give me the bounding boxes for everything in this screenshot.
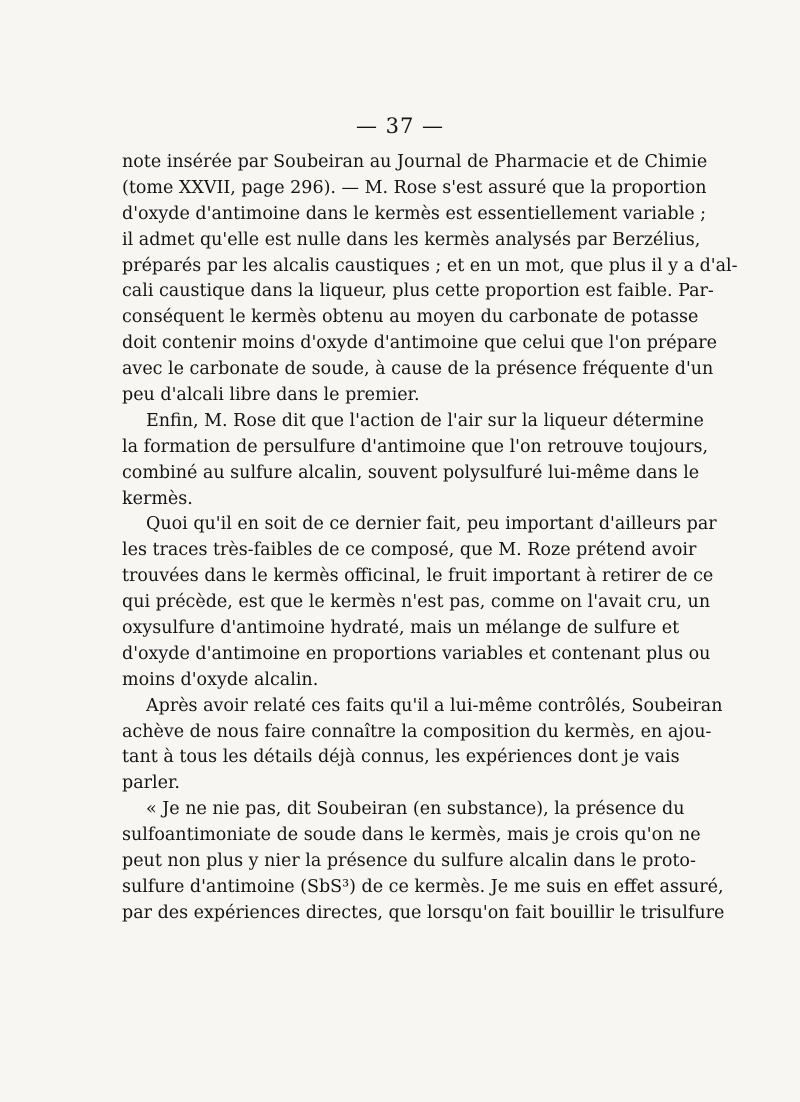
text-line: Après avoir relaté ces faits qu'il a lui-même contrôlés, Soubeiran — [146, 695, 723, 716]
text-line: les traces très-faibles de ce composé, que M. Roze prétend avoir — [122, 540, 697, 561]
text-line: (tome XXVII, page 296). — M. Rose s'est assuré que la proportion — [122, 177, 707, 198]
text-line: la formation de persulfure d'antimoine que l'on retrouve toujours, — [122, 436, 709, 457]
text-line: il admet qu'elle est nulle dans les kermès analysés par Berzélius, — [122, 229, 701, 250]
text-line: Enfin, M. Rose dit que l'action de l'air sur la liqueur détermine — [146, 410, 704, 431]
text-line: achève de nous faire connaître la composition du kermès, en ajou- — [122, 721, 712, 742]
paragraph — [122, 694, 723, 798]
text-line: avec le carbonate de soude, à cause de la présence fréquente d'un — [122, 359, 714, 380]
paragraph — [122, 797, 725, 926]
body-text — [122, 150, 738, 927]
text-line: note insérée par Soubeiran au Journal de Pharmacie et de Chimie — [122, 152, 708, 172]
text-line: d'oxyde d'antimoine dans le kermès est essentiellement variable ; — [122, 203, 707, 224]
page-number: — 37 — — [355, 114, 445, 138]
text-line: par des expériences directes, que lorsqu'on fait bouillir le trisulfure — [122, 902, 725, 923]
text-line: parler. — [122, 773, 180, 794]
text-line: combiné au sulfure alcalin, souvent polysulfuré lui-même dans le — [122, 462, 700, 483]
text-line: préparés par les alcalis caustiques ; et en un mot, que plus il y a d'al- — [122, 255, 738, 276]
text-line: conséquent le kermès obtenu au moyen du carbonate de potasse — [122, 307, 699, 328]
text-line: peut non plus y nier la présence du sulfure alcalin dans le proto- — [122, 851, 696, 872]
text-line: peu d'alcali libre dans le premier. — [122, 385, 420, 406]
text-line: cali caustique dans la liqueur, plus cette proportion est faible. Par- — [122, 281, 714, 302]
paragraph — [122, 512, 717, 693]
text-line: moins d'oxyde alcalin. — [122, 669, 319, 690]
text-line: qui précède, est que le kermès n'est pas, comme on l'avait cru, un — [122, 592, 711, 613]
text-line: oxysulfure d'antimoine hydraté, mais un mélange de sulfure et — [122, 618, 680, 639]
text-line: doit contenir moins d'oxyde d'antimoine que celui que l'on prépare — [122, 333, 717, 354]
text-line: Quoi qu'il en soit de ce dernier fait, peu important d'ailleurs par — [146, 514, 717, 535]
text-line: trouvées dans le kermès officinal, le fruit important à retirer de ce — [122, 566, 714, 587]
paragraph — [122, 150, 738, 409]
text-line: tant à tous les détails déjà connus, les expériences dont je vais — [122, 747, 680, 768]
text-line: « Je ne nie pas, dit Soubeiran (en substance), la présence du — [146, 799, 685, 820]
text-line: kermès. — [122, 488, 193, 509]
text-line: sulfoantimoniate de soude dans le kermès, mais je crois qu'on ne — [122, 825, 701, 846]
paragraph — [122, 409, 709, 513]
text-line: sulfure d'antimoine (SbS³) de ce kermès. Je me suis en effet assuré, — [122, 876, 724, 897]
text-line: d'oxyde d'antimoine en proportions variables et contenant plus ou — [122, 643, 711, 664]
